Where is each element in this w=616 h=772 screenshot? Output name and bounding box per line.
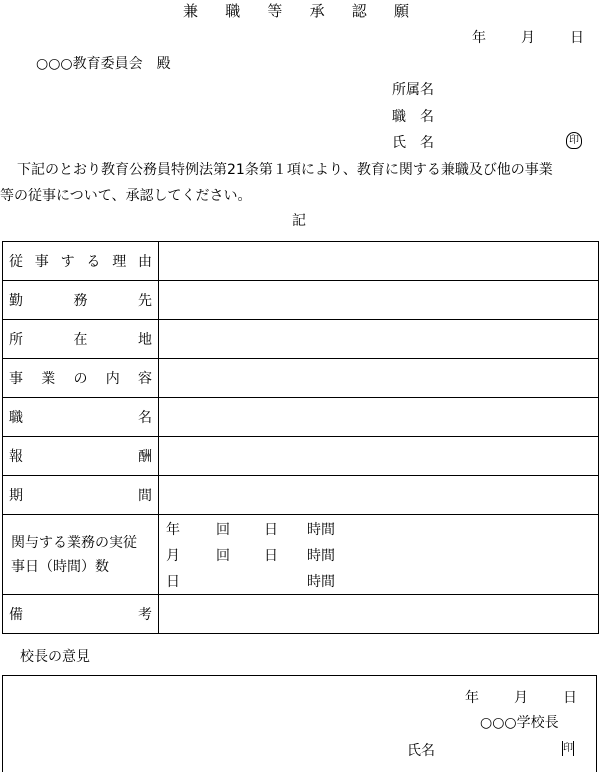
ki-heading: 記 [292, 213, 306, 229]
compensation-label: 報 酬 [3, 437, 159, 476]
title-char: 職 [225, 2, 241, 20]
job-title-field[interactable] [159, 398, 599, 437]
body-line: 等の従事について、承認してください。 [0, 188, 252, 204]
remarks-field[interactable] [159, 595, 599, 634]
school-principal-title: ○○○学校長 [480, 715, 559, 731]
date-day: 日 [563, 690, 577, 706]
table-row [3, 476, 599, 515]
work-days-line: 月 回 日 時間 [166, 547, 335, 564]
date-year: 年 [465, 690, 479, 706]
work-days-field[interactable] [159, 515, 599, 595]
work-days-label: 関与する業務の実従 事日（時間）数 [3, 515, 159, 595]
business-content-field[interactable] [159, 359, 599, 398]
date-month: 月 [514, 690, 528, 706]
name-label: 氏 名 [392, 135, 434, 151]
title-char: 兼 [183, 2, 199, 20]
seal-mark: 印 [566, 132, 582, 149]
table-row [3, 320, 599, 359]
table-row [3, 437, 599, 476]
workplace-label: 勤 務 先 [3, 281, 159, 320]
addressee: ○○○教育委員会 殿 [36, 56, 171, 72]
work-days-line: 日 時間 [166, 573, 335, 590]
location-field[interactable] [159, 320, 599, 359]
title-char: 願 [393, 2, 409, 20]
business-content-label: 事 業 の 内 容 [3, 359, 159, 398]
remarks-label: 備 考 [3, 595, 159, 634]
opinion-date [465, 687, 577, 707]
period-field[interactable] [159, 476, 599, 515]
application-date [472, 27, 584, 47]
body-line: 下記のとおり教育公務員特例法第21条第１項により、教育に関する兼職及び他の事業 [17, 162, 553, 178]
details-table [2, 241, 599, 634]
table-row [3, 242, 599, 281]
document-title [150, 0, 440, 21]
work-days-line: 年 回 日 時間 [166, 521, 335, 538]
reason-field[interactable] [159, 242, 599, 281]
principal-opinion-label: 校長の意見 [20, 649, 90, 665]
position-label: 職 名 [392, 109, 434, 125]
date-day: 日 [570, 30, 584, 46]
location-label: 所 在 地 [3, 320, 159, 359]
table-row [3, 281, 599, 320]
title-char: 認 [351, 2, 367, 20]
reason-label: 従 事 す る 理 由 [3, 242, 159, 281]
table-row [3, 515, 599, 595]
principal-name-label: 氏名 [407, 743, 435, 759]
request-body [0, 157, 616, 209]
principal-seal-mark: 印 [563, 743, 573, 754]
title-char: 等 [267, 2, 283, 20]
affiliation-label: 所属名 [392, 82, 434, 98]
table-row [3, 359, 599, 398]
period-label: 期 間 [3, 476, 159, 515]
date-year: 年 [472, 30, 486, 46]
table-row [3, 398, 599, 437]
job-title-label: 職 名 [3, 398, 159, 437]
title-char: 承 [309, 2, 325, 20]
date-month: 月 [521, 30, 535, 46]
workplace-field[interactable] [159, 281, 599, 320]
compensation-field[interactable] [159, 437, 599, 476]
table-row [3, 595, 599, 634]
